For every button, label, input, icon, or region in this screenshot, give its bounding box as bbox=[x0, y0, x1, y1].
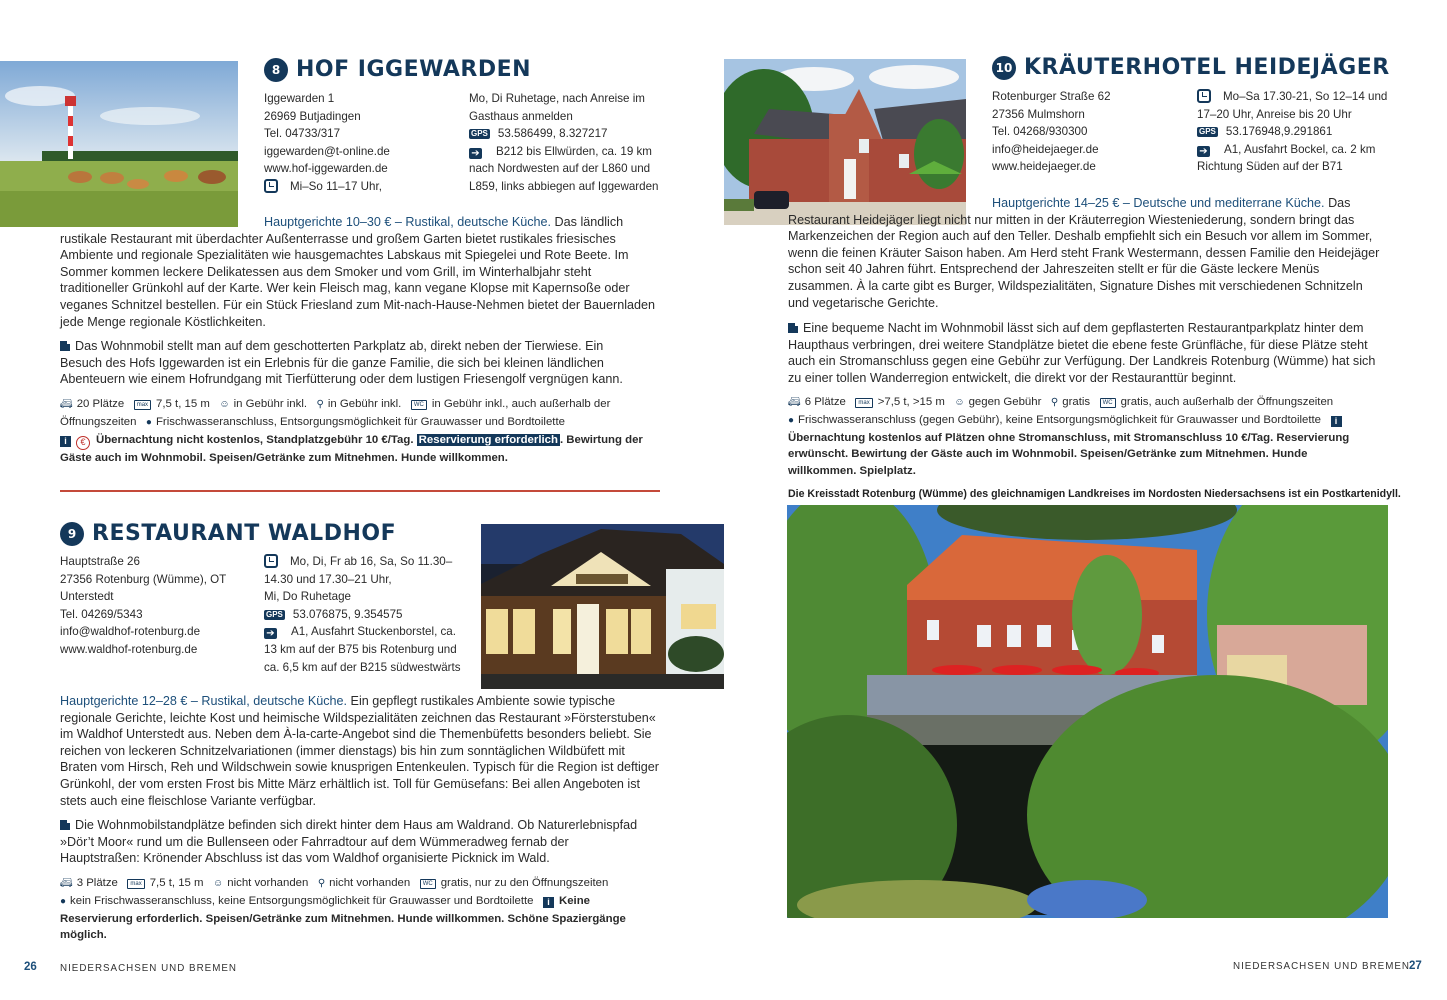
wc-icon: WC bbox=[420, 879, 436, 889]
phone: Tel. 04268/930300 bbox=[992, 125, 1088, 139]
wc-icon: WC bbox=[411, 400, 427, 410]
wc: gratis, nur zu den Öffnungszeiten bbox=[440, 877, 609, 889]
wc: gratis, auch außerhalb der Öffnungszeiten bbox=[1120, 396, 1334, 408]
max-size-icon: max bbox=[855, 398, 872, 408]
info-icon: i bbox=[543, 897, 554, 908]
euro-icon: € bbox=[76, 436, 90, 450]
entry-title bbox=[992, 55, 1390, 81]
info-text: Keine Reservierung erforderlich. Speisen/Getränke zum Mitnehmen. Hunde willkommen. Schöne Spaziergänge möglich. bbox=[60, 894, 626, 942]
entry-title bbox=[60, 521, 396, 547]
clock-icon bbox=[264, 179, 278, 193]
directions-line: Richtung Süden auf der B71 bbox=[1197, 160, 1343, 174]
address-street: Hauptstraße 26 bbox=[60, 555, 140, 568]
info-text-continued: . Bewirtung der Gäste auch im Wohnmobil. Speisen/Getränke zum Mitnehmen. Hunde willkommen. bbox=[60, 433, 643, 464]
facts-block bbox=[788, 394, 1378, 480]
water-tap-icon: ⚲ bbox=[1050, 397, 1059, 408]
entry-name: RESTAURANT WALDHOF bbox=[92, 521, 397, 546]
facts-block bbox=[60, 396, 650, 466]
directions: ➔ A1, Ausfahrt Stuckenborstel, ca. bbox=[264, 623, 474, 641]
gps-coordinates: GPS 53.586499, 8.327217 bbox=[471, 127, 608, 141]
max-size: 7,5 t, 15 m bbox=[156, 398, 210, 410]
photo-hof-iggewarden bbox=[0, 61, 238, 227]
arrow-right-icon: ➔ bbox=[1197, 146, 1210, 157]
website-link[interactable]: www.waldhof-rotenburg.de bbox=[60, 642, 198, 656]
phone: Tel. 04733/317 bbox=[264, 127, 341, 141]
hours-continued: 14.30 und 17.30–21 Uhr, bbox=[264, 572, 392, 586]
address-district: Unterstedt bbox=[60, 590, 114, 604]
power-plug-icon: ☺ bbox=[219, 399, 230, 410]
running-footer-left: NIEDERSACHSEN UND BREMEN bbox=[60, 963, 237, 974]
wc: in Gebühr inkl., auch außerhalb der Öffnungszeiten bbox=[60, 398, 611, 428]
power: in Gebühr inkl. bbox=[233, 398, 308, 410]
max-size: >7,5 t, >15 m bbox=[877, 396, 945, 408]
address-block bbox=[264, 90, 464, 196]
email-link[interactable]: iggewarden@t-online.de bbox=[264, 144, 390, 158]
power-plug-icon: ☺ bbox=[954, 397, 965, 408]
water-tap-icon: ⚲ bbox=[317, 878, 326, 889]
spaces: 3 Plätze bbox=[76, 877, 118, 889]
camper-van-icon: 🚐︎ bbox=[60, 878, 73, 889]
hours-continued: 17–20 Uhr, Anreise bis 20 Uhr bbox=[1197, 107, 1352, 121]
email-link[interactable]: info@heidejaeger.de bbox=[992, 142, 1099, 156]
address-block bbox=[60, 553, 260, 659]
power: gegen Gebühr bbox=[968, 396, 1042, 408]
price-lead: Hauptgerichte 12–28 € – Rustikal, deutsche Küche. bbox=[60, 694, 348, 708]
wc-icon: WC bbox=[1100, 398, 1116, 408]
camper-icon bbox=[60, 341, 70, 351]
entry-title bbox=[264, 57, 531, 83]
entry-description bbox=[60, 214, 660, 330]
directions-line: 13 km auf der B75 bis Rotenburg und bbox=[264, 642, 457, 656]
description-text: Ein gepflegt rustikales Ambiente sowie typische regionale Gerichte, leichte Kost und heimische Wildspezialitäten zeichnen das Restaurant »Försterstuben« im Waldhof Unterstedt aus. Neben dem À-la-carte-Angebot sind die Themenbüfetts besonders beliebt. Sie reichen von leckeren Schnitzelvariationen (immer dienstags) bis hin zum sonntäglichen Wildbüfett mit Braten vom Hirsch, Reh und Wildschwein sowie knusprigen Entenkeulen. Typisch für die Region ist deftiger Grünkohl, der vom ersten Frost bis Mitte März erhältlich ist. Toll für Gemüsefans: Bei allen Angeboten ist stets auch eine fleischlose Variante verfügbar. bbox=[60, 694, 659, 808]
camper-icon bbox=[788, 323, 798, 333]
photo-restaurant-waldhof bbox=[481, 524, 724, 689]
entry-number-badge: 8 bbox=[264, 58, 288, 82]
camper-text: Eine bequeme Nacht im Wohnmobil lässt sich auf dem gepflasterten Restaurantparkplatz hinter dem Haupthaus verbringen, drei weitere Standplätze bietet die ebene feste Grünfläche, für diese Plätze steht auch ein Stromanschluss gegen eine Gebühr zur Verfügung. Der Landkreis Rotenburg (Wümme) hat sich zu einer tollen Wanderregion entwickelt, die direkt vor der Restauranttür beginnt. bbox=[788, 321, 1376, 385]
info-icon: i bbox=[1331, 416, 1342, 427]
description-text: Das Restaurant Heidejäger liegt nicht nur mitten in der Kräuterregion Wiesteniederung, sondern bringt das Markenzeichen der Region auch auf den Teller. Deshalb empfiehlt sich ein Besuch vor allem im Sommer, wenn die feinen Kräuter Saison haben. Am Herd steht Frank Westermann, dessen Familie den Heidejäger schon seit 40 Jahren führt. Entsprechend der Jahreszeiten stellt er für die Gäste leckere Menüs zusammen. À la carte gibt es Burger, Wildspezialitäten, Signature Dishes mit verschiedenen Schnitzeln und vegetarische Gerichte. bbox=[788, 196, 1380, 310]
running-footer-right: NIEDERSACHSEN UND BREMEN bbox=[1233, 961, 1410, 972]
address-city: 26969 Butjadingen bbox=[264, 109, 361, 123]
photo-caption: Die Kreisstadt Rotenburg (Wümme) des gleichnamigen Landkreises im Nordosten Niedersachsens ist ein Postkartenidyll. bbox=[788, 488, 1401, 500]
page-number-right: 27 bbox=[1409, 960, 1422, 972]
info-text: Übernachtung nicht kostenlos, Standplatzgebühr 10 €/Tag. bbox=[96, 433, 414, 446]
camper-icon bbox=[60, 820, 70, 830]
gps-icon: GPS bbox=[266, 609, 283, 619]
address-street: Iggewarden 1 bbox=[264, 92, 335, 105]
hours-continued: Gasthaus anmelden bbox=[469, 109, 573, 123]
email-link[interactable]: info@waldhof-rotenburg.de bbox=[60, 625, 201, 639]
address-block bbox=[992, 88, 1192, 176]
page-number-left: 26 bbox=[24, 961, 37, 973]
supply: Frischwasseranschluss (gegen Gebühr), keine Entsorgungsmöglichkeit für Grauwasser und Bordtoilette bbox=[798, 413, 1322, 426]
entry-name: HOF IGGEWARDEN bbox=[296, 57, 532, 82]
opening-hours: Mo, Di, Fr ab 16, Sa, So 11.30– bbox=[264, 553, 474, 571]
entry-number-badge: 10 bbox=[992, 56, 1016, 80]
address-street: Rotenburger Straße 62 bbox=[992, 90, 1111, 103]
spaces: 20 Plätze bbox=[76, 398, 125, 410]
camper-text: Die Wohnmobilstandplätze befinden sich direkt hinter dem Haus am Waldrand. Ob Naturerlebnispfad »Dör’t Moor« rund um die Bullenseen oder Fahrradtour auf dem Wümmeradweg fernab der Hauptstraßen: Krönender Abschluss ist das vom Waldhof organisierte Picknick im Wald. bbox=[60, 818, 638, 866]
gps-coordinates: GPS 53.176948,9.291861 bbox=[1199, 125, 1333, 139]
website-link[interactable]: www.heidejaeger.de bbox=[992, 160, 1096, 174]
water-tap: nicht vorhanden bbox=[329, 877, 411, 889]
arrow-right-icon: ➔ bbox=[469, 148, 482, 159]
photo-rotenburg-wuemme bbox=[787, 505, 1388, 918]
directions-line: ca. 6,5 km auf der B215 südwestwärts bbox=[264, 660, 461, 674]
power: nicht vorhanden bbox=[227, 877, 309, 889]
opening-hours: Mi–So 11–17 Uhr, bbox=[264, 178, 464, 196]
info-icon: i bbox=[60, 436, 71, 447]
hours-continued: Mo, Di Ruhetage, nach Anreise im bbox=[469, 92, 645, 105]
entry-name: KRÄUTERHOTEL HEIDEJÄGER bbox=[1024, 55, 1390, 80]
directions-line: nach Nordwesten auf der L860 und bbox=[469, 162, 651, 176]
supply: Frischwasseranschluss, Entsorgungsmöglichkeit für Grauwasser und Bordtoilette bbox=[155, 415, 565, 428]
entry-description bbox=[788, 195, 1384, 311]
gps-icon: GPS bbox=[471, 129, 488, 139]
clock-icon bbox=[1197, 89, 1211, 103]
section-divider bbox=[60, 490, 660, 492]
water-tap-icon: ⚲ bbox=[316, 399, 324, 410]
address-city: 27356 Rotenburg (Wümme), OT bbox=[60, 572, 227, 586]
directions: ➔ B212 bis Ellwürden, ca. 19 km bbox=[469, 143, 669, 161]
supply-icon: ● bbox=[145, 416, 152, 428]
max-size: 7,5 t, 15 m bbox=[149, 877, 204, 889]
details-block bbox=[1197, 88, 1397, 176]
price-lead: Hauptgerichte 14–25 € – Deutsche und mediterrane Küche. bbox=[992, 196, 1325, 210]
camper-text: Das Wohnmobil stellt man auf dem geschotterten Parkplatz ab, direkt neben der Tierwiese. Ein Besuch des Hofs Iggewarden ist ein Erlebnis für die ganze Familie, die sich bei kleinen ländlichen Abenteuern wie einem Hofrundgang mit Tierfütterung oder dem lustigen Friesengolf vergnügen kann. bbox=[60, 339, 623, 387]
gps-icon: GPS bbox=[1199, 127, 1216, 137]
supply-icon: ● bbox=[60, 895, 67, 907]
info-text: Übernachtung kostenlos auf Plätzen ohne Stromanschluss, mit Stromanschluss 10 €/Tag. Reservierung erwünscht. Bewirtung der Gäste auch im Wohnmobil. Speisen/Getränke zum Mitnehmen. Hunde willkommen. Spielplatz. bbox=[788, 431, 1350, 478]
power-plug-icon: ☺ bbox=[213, 878, 224, 889]
address-city: 27356 Mulmshorn bbox=[992, 107, 1085, 121]
details-block bbox=[264, 553, 474, 676]
spaces: 6 Plätze bbox=[804, 396, 846, 408]
phone: Tel. 04269/5343 bbox=[60, 607, 143, 621]
water-tap: gratis bbox=[1062, 396, 1091, 408]
gps-coordinates: GPS 53.076875, 9.354575 bbox=[266, 607, 403, 621]
reservation-highlight: Reservierung erforderlich bbox=[418, 433, 558, 446]
website-link[interactable]: www.hof-iggewarden.de bbox=[264, 162, 388, 176]
opening-hours: Mo–Sa 17.30-21, So 12–14 und bbox=[1197, 88, 1397, 106]
camper-van-icon: 🚐︎ bbox=[60, 399, 73, 410]
clock-icon bbox=[264, 554, 278, 568]
entry-description bbox=[60, 693, 660, 809]
supply-icon: ● bbox=[788, 414, 795, 426]
max-size-icon: max bbox=[134, 400, 151, 410]
supply: kein Frischwasseranschluss, keine Entsorgungsmöglichkeit für Grauwasser und Bordtoilette bbox=[70, 894, 534, 907]
water-tap: in Gebühr inkl. bbox=[327, 398, 402, 410]
max-size-icon: max bbox=[127, 879, 144, 889]
entry-number-badge: 9 bbox=[60, 522, 84, 546]
directions-line: L859, links abbiegen auf Iggewarden bbox=[469, 179, 659, 193]
price-lead: Hauptgerichte 10–30 € – Rustikal, deutsche Küche. bbox=[264, 215, 552, 229]
hours-continued: Mi, Do Ruhetage bbox=[264, 590, 351, 604]
facts-block bbox=[60, 875, 650, 944]
directions: ➔ A1, Ausfahrt Bockel, ca. 2 km bbox=[1197, 141, 1397, 159]
arrow-right-icon: ➔ bbox=[264, 628, 277, 639]
camper-van-icon: 🚐︎ bbox=[788, 397, 801, 408]
description-text: Das ländlich rustikale Restaurant mit überdachter Außenterrasse und großem Garten bietet rustikales friesisches Ambiente und regionale Spezialitäten wie hausgemachtes Labskaus mit Spiegelei und Rote Beete. Im Sommer kommen leckere Delikatessen aus dem Smoker und vom Grill, im Winterhalbjahr steht traditioneller Grünkohl auf der Karte. Wer kein Fleisch mag, kann vegane Klopse mit Kapernsoße oder veganes Schnitzel bestellen. Für ein Stück Friesland zum Mit-nach-Hause-Nehmen bietet der Bauernladen jede Menge regionale Köstlichkeiten. bbox=[60, 215, 656, 329]
details-block bbox=[469, 90, 669, 196]
